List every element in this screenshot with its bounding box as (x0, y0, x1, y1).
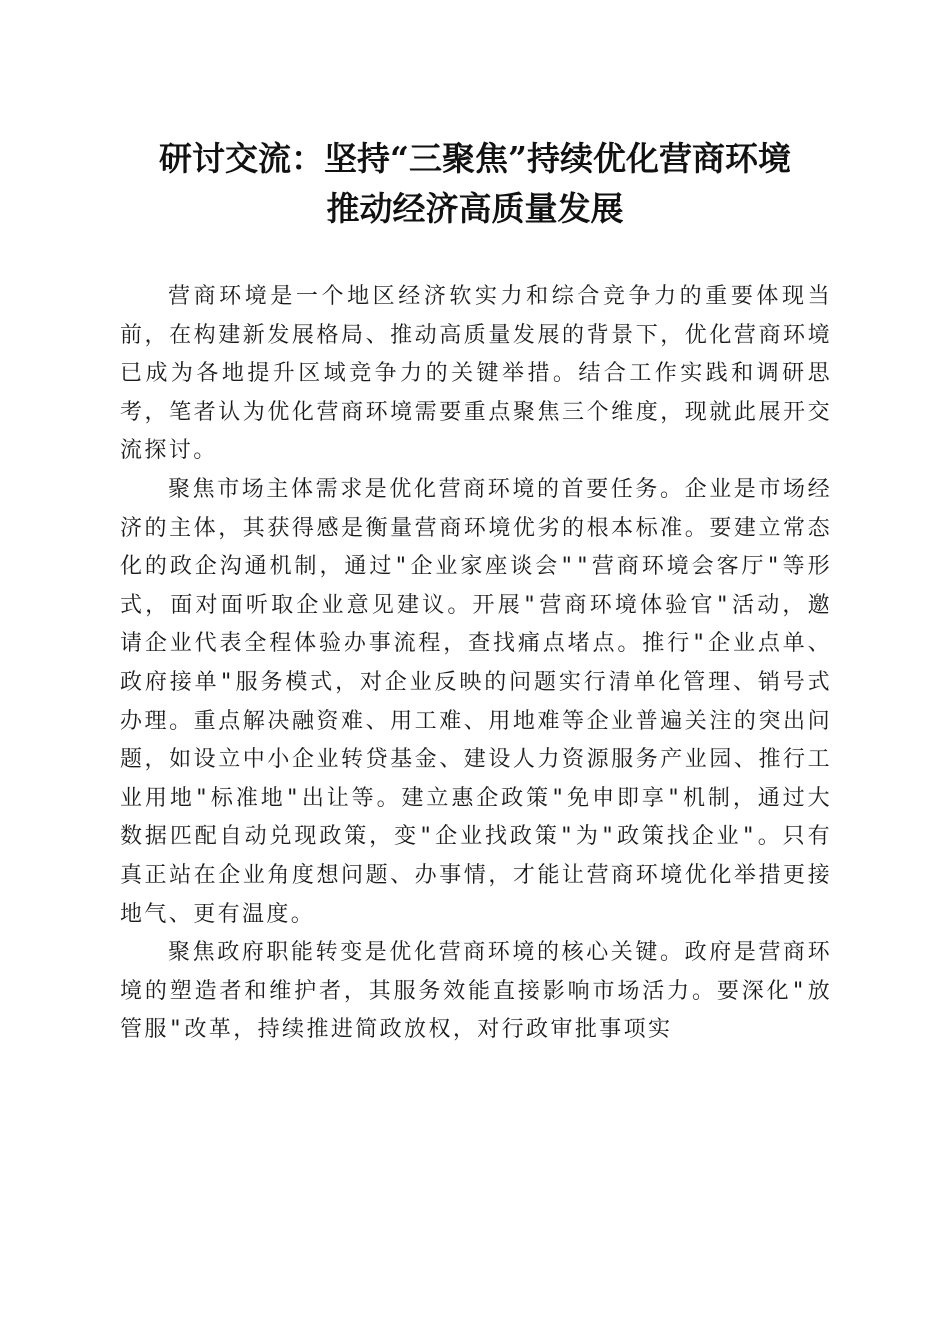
paragraph-intro: 营商环境是一个地区经济软实力和综合竞争力的重要体现当前，在构建新发展格局、推动高质量发展的背景下，优化营商环境已成为各地提升区域竞争力的关键举措。结合工作实践和调研思考，笔者认为优化营商环境需要重点聚焦三个维度，现就此展开交流探讨。 (120, 284, 832, 464)
title-line-1: 研讨交流：坚持“三聚焦”持续优化营商环境 (159, 139, 791, 178)
document-body (120, 278, 832, 1050)
paragraph-market-demand: 聚焦市场主体需求是优化营商环境的首要任务。企业是市场经济的主体，其获得感是衡量营商环境优劣的根本标准。要建立常态化的政企沟通机制，通过"企业家座谈会""营商环境会客厅"等形式，面对面听取企业意见建议。开展"营商环境体验官"活动，邀请企业代表全程体验办事流程，查找痛点堵点。推行"企业点单、政府接单"服务模式，对企业反映的问题实行清单化管理、销号式办理。重点解决融资难、用工难、用地难等企业普遍关注的突出问题，如设立中小企业转贷基金、建设人力资源服务产业园、推行工业用地"标准地"出让等。建立惠企政策"免申即享"机制，通过大数据匹配自动兑现政策，变"企业找政策"为"政策找企业"。只有真正站在企业角度想问题、办事情，才能让营商环境优化举措更接地气、更有温度。 (120, 476, 832, 927)
document-title (100, 134, 850, 234)
paragraph-government-function: 聚焦政府职能转变是优化营商环境的核心关键。政府是营商环境的塑造者和维护者，其服务效能直接影响市场活力。要深化"放管服"改革，持续推进简政放权，对行政审批事项实 (120, 940, 832, 1043)
title-line-2: 推动经济高质量发展 (326, 189, 624, 228)
